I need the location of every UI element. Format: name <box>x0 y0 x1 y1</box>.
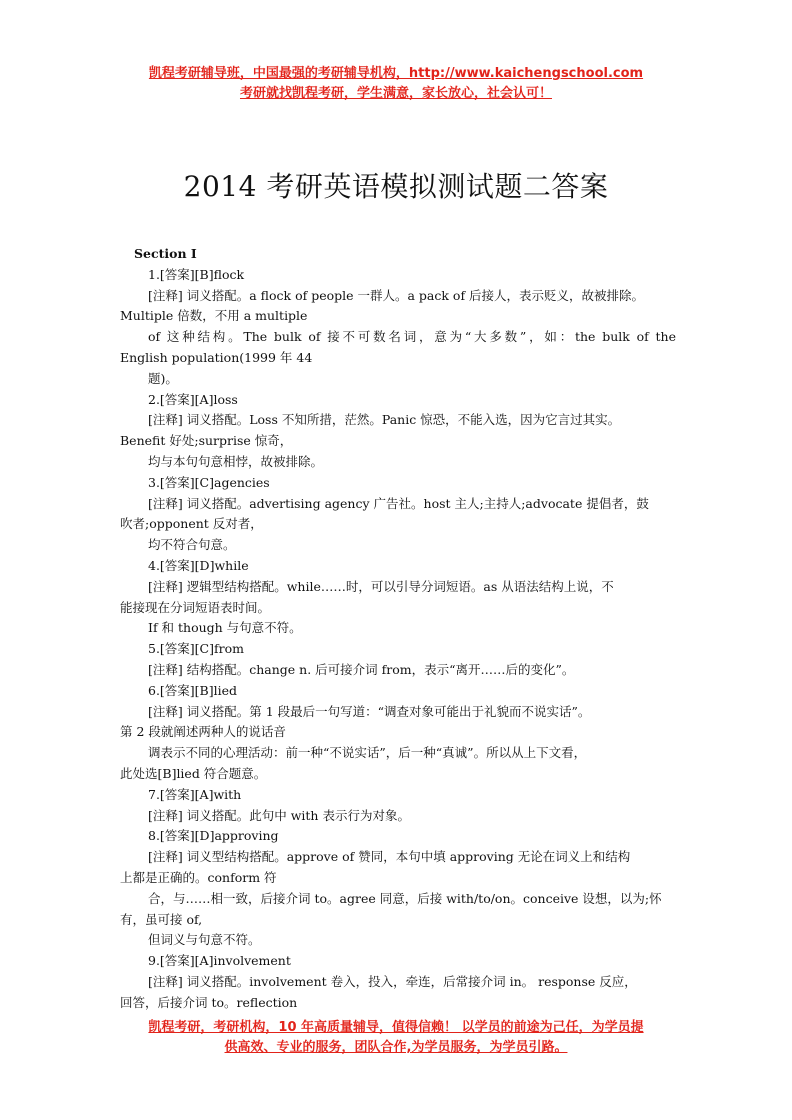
text-line: 7.[答案][A]with <box>148 786 242 802</box>
text-line: [注释] 逻辑型结构搭配。while……时，可以引导分词短语。as 从语法结构上说，不 <box>148 578 614 594</box>
document-title: 2014 考研英语模拟测试题二答案 <box>183 170 609 203</box>
text-line: 回答，后接介词 to。reflection <box>120 994 298 1010</box>
text-line: 调表示不同的心理活动：前一种“不说实话”，后一种“真诚”。所以从上下文看， <box>148 745 587 761</box>
text-line: 9.[答案][A]involvement <box>148 953 291 969</box>
footer-promo-line-1: 凯程考研，考研机构，10 年高质量辅导，值得信赖！ 以学员的前途为己任，为学员提 <box>148 1020 644 1035</box>
footer-promo-line-2: 供高效、专业的服务，团队合作,为学员服务，为学员引路。 <box>224 1040 568 1055</box>
text-line: [注释] 结构搭配。change n. 后可接介词 from，表示“离开……后的变化”。 <box>148 661 575 677</box>
text-line: 上都是正确的。conform 符 <box>120 869 277 885</box>
text-line: 1.[答案][B]flock <box>148 266 245 282</box>
text-line: [注释] 词义搭配。involvement 卷入，投入，牵连，后常接介词 in。 response 反应， <box>148 973 637 989</box>
text-line: 5.[答案][C]from <box>148 641 244 657</box>
section-heading: Section I <box>134 246 197 261</box>
text-line: 第 2 段就阐述两种人的说话音 <box>120 724 286 740</box>
text-line: If 和 though 与句意不符。 <box>148 620 302 636</box>
text-line: 吹者;opponent 反对者， <box>120 516 263 532</box>
text-line: of 这种结构。The bulk of 接不可数名词，意为“大多数”，如：the bulk of the <box>148 329 676 345</box>
text-line: [注释] 词义搭配。Loss 不知所措，茫然。Panic 惊恐，不能入选，因为它言过其实。 <box>148 412 621 428</box>
header-promo-line-2: 考研就找凯程考研，学生满意，家长放心，社会认可！ <box>239 86 552 101</box>
text-line: [注释] 词义搭配。此句中 with 表示行为对象。 <box>148 807 410 823</box>
answer-content <box>120 244 676 1013</box>
text-line: 8.[答案][D]approving <box>148 828 279 844</box>
text-line: 均不符合句意。 <box>148 537 236 553</box>
text-line: 均与本句句意相悖，故被排除。 <box>148 453 324 469</box>
text-line: 有，虽可接 of, <box>120 911 203 927</box>
text-line: 合，与……相一致，后接介词 to。agree 同意，后接 with/to/on。conceive 设想，以为;怀 <box>148 890 662 906</box>
text-line: [注释] 词义搭配。第 1 段最后一句写道：“调查对象可能出于礼貌而不说实话”。 <box>148 703 591 719</box>
text-line: English population(1999 年 44 <box>120 349 313 365</box>
text-line: [注释] 词义搭配。a flock of people 一群人。a pack of 后接人，表示贬义，故被排除。 <box>148 287 645 303</box>
text-line: 此处选[B]lied 符合题意。 <box>120 765 267 781</box>
text-line: 但词义与句意不符。 <box>148 932 261 948</box>
text-line: 2.[答案][A]loss <box>148 391 238 407</box>
text-line: 题)。 <box>148 370 178 386</box>
text-line: 6.[答案][B]lied <box>148 682 238 698</box>
text-line: 3.[答案][C]agencies <box>148 474 270 490</box>
text-line: [注释] 词义型结构搭配。approve of 赞同，本句中填 approving 无论在词义上和结构 <box>148 849 631 865</box>
text-line: 能接现在分词短语表时间。 <box>120 599 271 615</box>
text-line: Benefit 好处;surprise 惊奇， <box>120 433 293 449</box>
text-line: 4.[答案][D]while <box>148 557 249 573</box>
header-promo-line-1[interactable]: 凯程考研辅导班，中国最强的考研辅导机构，http://www.kaichengschool.com <box>148 66 644 81</box>
text-line: Multiple 倍数，不用 a multiple <box>120 308 308 324</box>
text-line: [注释] 词义搭配。advertising agency 广告社。host 主人;主持人;advocate 提倡者，鼓 <box>148 495 649 511</box>
